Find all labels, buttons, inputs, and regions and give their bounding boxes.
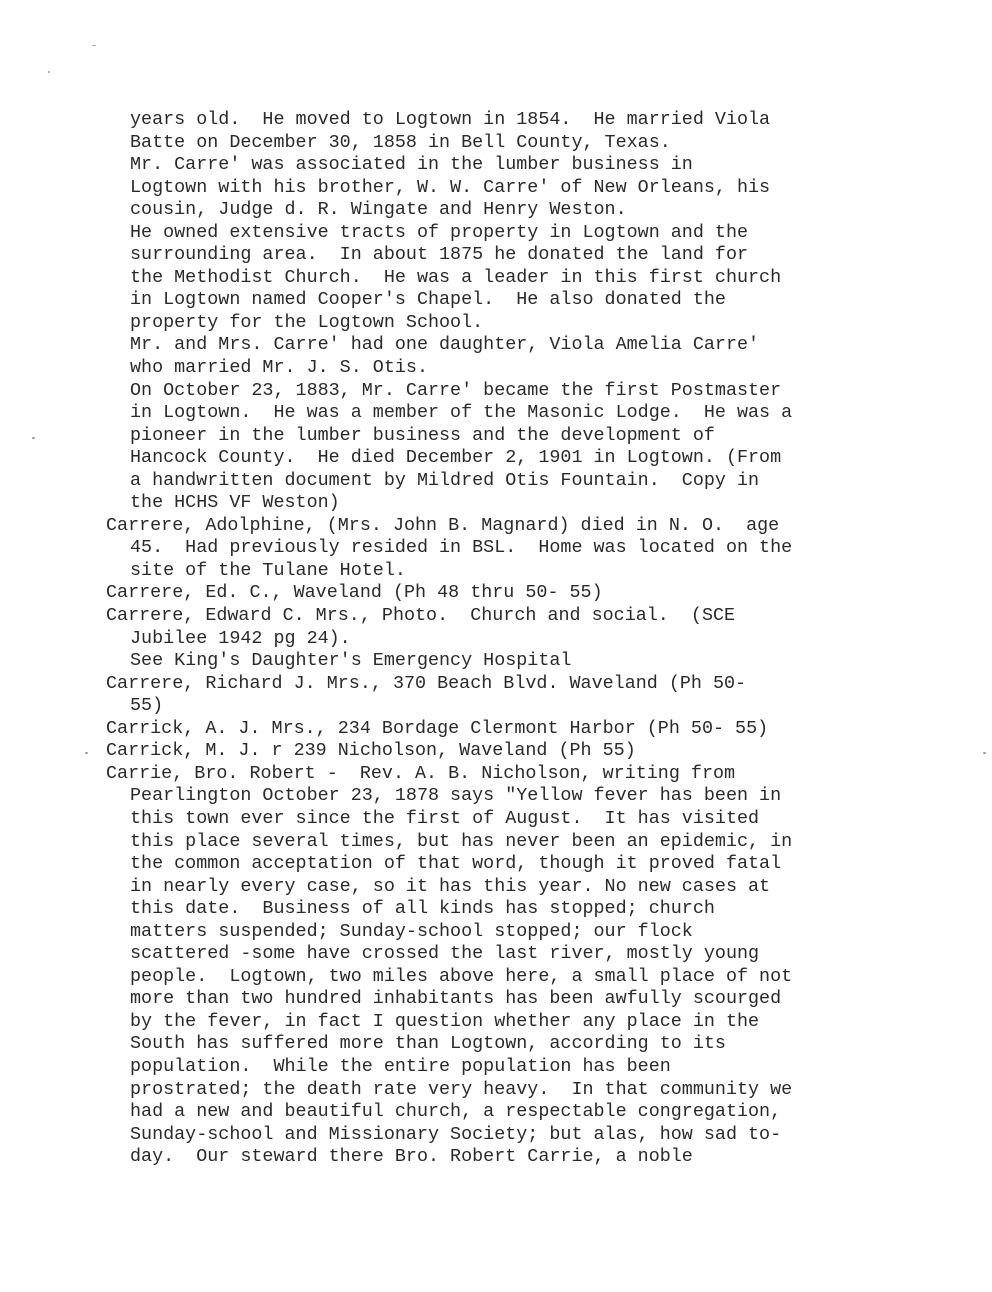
scan-speck [48,71,50,73]
text-line: Sunday-school and Missionary Society; but alas, how sad to- [130,1123,782,1145]
text-line: in nearly every case, so it has this year. No new cases at [130,875,771,897]
text-line: who married Mr. J. S. Otis. [130,357,428,379]
text-line: by the fever, in fact I question whether any place in the [130,1010,760,1032]
scan-speck [983,752,986,754]
text-line: surrounding area. In about 1875 he donated the land for [130,244,749,266]
text-line: in Logtown. He was a member of the Masonic Lodge. He was a [130,402,793,424]
text-line: prostrated; the death rate very heavy. In that community we [130,1078,793,1100]
text-line: this town ever since the first of August. It has visited [130,807,760,829]
text-line: property for the Logtown School. [130,311,484,333]
entry-heading-line: Carrick, A. J. Mrs., 234 Bordage Clermont Harbor (Ph 50- 55) [106,717,769,739]
scan-speck [32,437,35,439]
entry-heading-line: Carrere, Ed. C., Waveland (Ph 48 thru 50- 55) [106,582,603,604]
text-line: On October 23, 1883, Mr. Carre' became the first Postmaster [130,379,782,401]
entry-heading-line: Carrie, Bro. Robert - Rev. A. B. Nicholson, writing from [106,762,736,784]
text-line: Logtown with his brother, W. W. Carre' of New Orleans, his [130,176,771,198]
text-line: had a new and beautiful church, a respectable congregation, [130,1101,782,1123]
scan-speck [85,752,88,754]
text-line: the HCHS VF Weston) [130,492,340,514]
entry-heading-line: Carrere, Edward C. Mrs., Photo. Church and social. (SCE [106,605,736,627]
text-line: this place several times, but has never been an epidemic, in [130,830,793,852]
text-line: this date. Business of all kinds has stopped; church [130,898,715,920]
text-line: 55) [130,695,164,717]
text-line: 45. Had previously resided in BSL. Home was located on the [130,537,793,559]
text-line: cousin, Judge d. R. Wingate and Henry Weston. [130,199,627,221]
text-line: South has suffered more than Logtown, according to its [130,1033,726,1055]
text-line: scattered -some have crossed the last river, mostly young [130,943,760,965]
text-line: matters suspended; Sunday-school stopped; our flock [130,920,693,942]
text-line: Mr. and Mrs. Carre' had one daughter, Viola Amelia Carre' [130,334,760,356]
entry-heading-line: Carrick, M. J. r 239 Nicholson, Waveland (Ph 55) [106,740,636,762]
text-line: in Logtown named Cooper's Chapel. He also donated the [130,289,726,311]
text-line: the Methodist Church. He was a leader in this first church [130,266,782,288]
text-line: people. Logtown, two miles above here, a small place of not [130,965,793,987]
entry-heading-line: Carrere, Adolphine, (Mrs. John B. Magnard) died in N. O. age [106,514,780,536]
text-line: Jubilee 1942 pg 24). [130,627,351,649]
text-line: site of the Tulane Hotel. [130,559,406,581]
text-line: Batte on December 30, 1858 in Bell County, Texas. [130,131,671,153]
text-line: Pearlington October 23, 1878 says "Yellow fever has been in [130,785,782,807]
text-line: Hancock County. He died December 2, 1901 in Logtown. (From [130,447,782,469]
document-text [106,109,866,1169]
text-line: Mr. Carre' was associated in the lumber business in [130,154,693,176]
text-line: He owned extensive tracts of property in Logtown and the [130,221,749,243]
text-line: the common acceptation of that word, though it proved fatal [130,853,782,875]
scan-speck [92,45,96,46]
text-line: See King's Daughter's Emergency Hospital [130,650,572,672]
text-line: more than two hundred inhabitants has been awfully scourged [130,988,782,1010]
text-line: day. Our steward there Bro. Robert Carrie, a noble [130,1146,693,1168]
text-line: population. While the entire population has been [130,1055,671,1077]
text-line: years old. He moved to Logtown in 1854. He married Viola [130,109,771,130]
text-line: pioneer in the lumber business and the development of [130,424,715,446]
entry-heading-line: Carrere, Richard J. Mrs., 370 Beach Blvd. Waveland (Ph 50- [106,672,747,694]
text-line: a handwritten document by Mildred Otis Fountain. Copy in [130,469,760,491]
